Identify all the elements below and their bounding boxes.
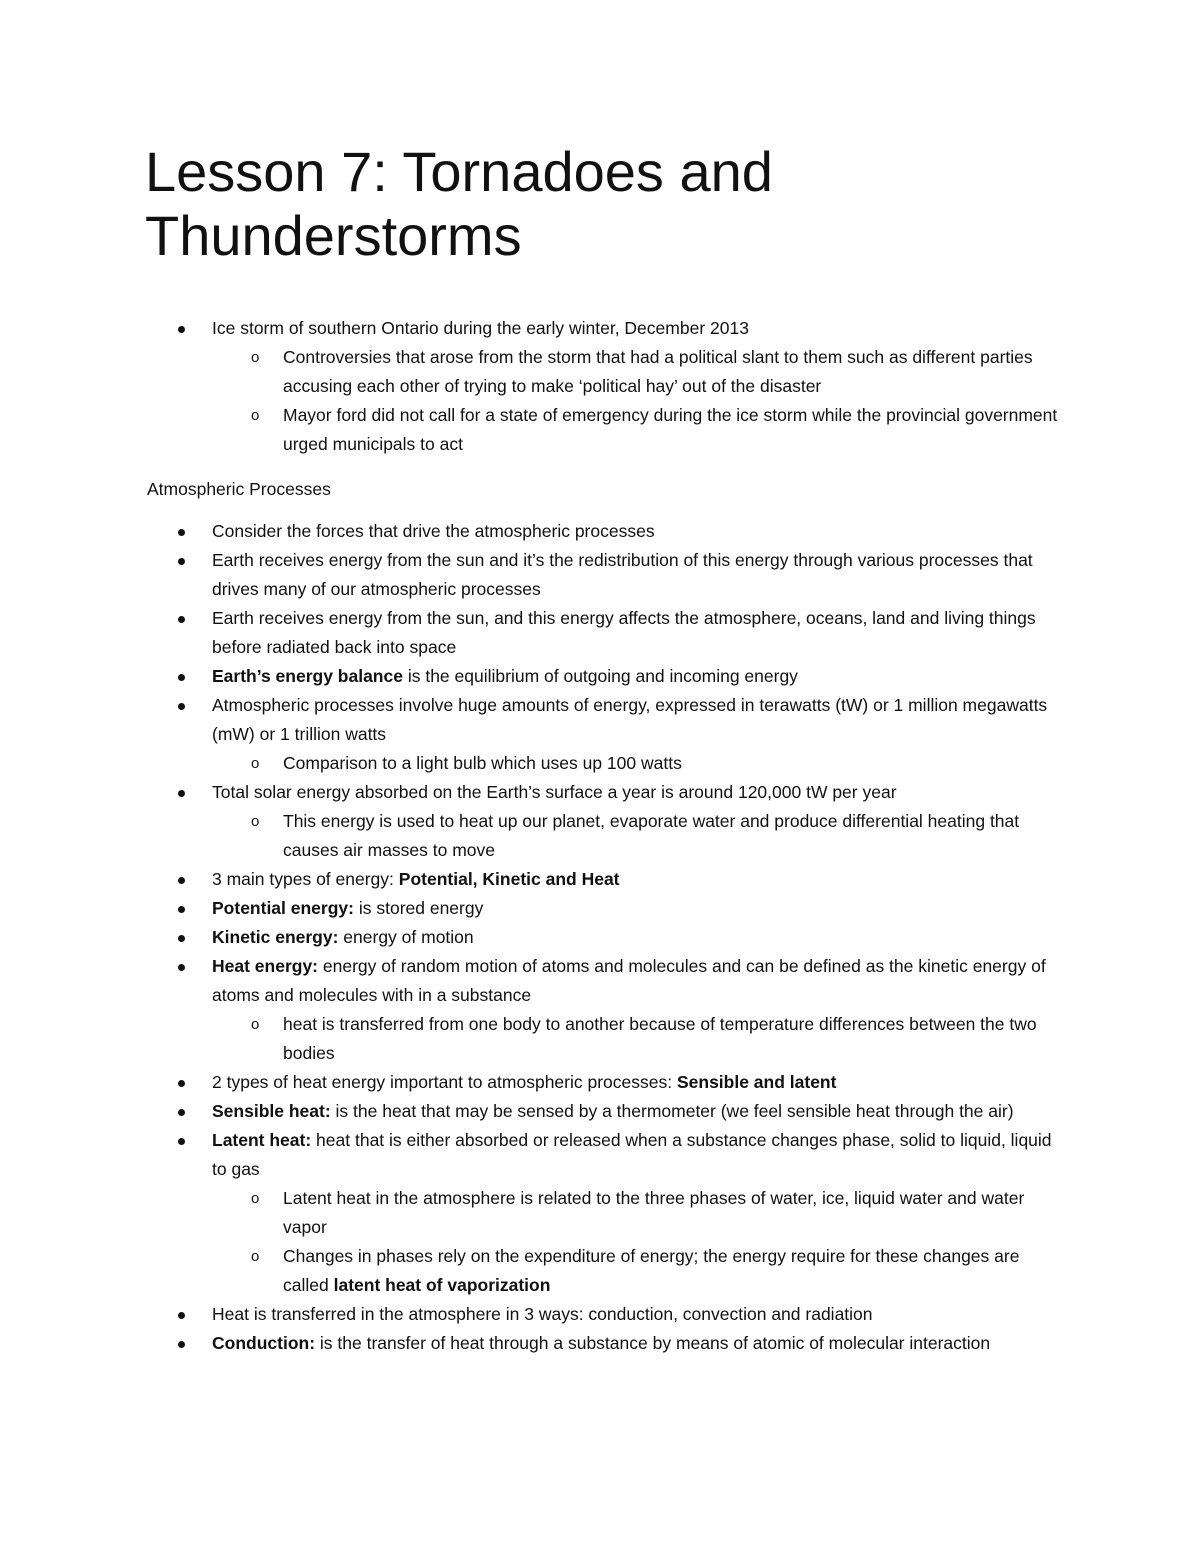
sub-bullet-icon: o (251, 349, 260, 366)
sub-bullet-icon: o (251, 813, 260, 830)
bullet-icon (178, 616, 185, 623)
list-item: Latent heat: heat that is either absorbed or released when a substance changes phase, solid to liquid, liquid to gas (0, 1126, 1062, 1184)
list-item: Heat energy: energy of random motion of atoms and molecules and can be defined as the kinetic energy of atoms and molecules with in a substance (0, 952, 1062, 1010)
sub-list-item: o Latent heat in the atmosphere is related to the three phases of water, ice, liquid water and water vapor (251, 1188, 1025, 1237)
list-item: Ice storm of southern Ontario during the early winter, December 2013 (0, 314, 1062, 343)
bullet-icon (178, 674, 185, 681)
sub-bullet-icon: o (251, 407, 260, 424)
bullet-icon (178, 1080, 185, 1087)
list-item: Consider the forces that drive the atmospheric processes (0, 517, 1062, 546)
bullet-icon (178, 558, 185, 565)
sub-list-item: o Mayor ford did not call for a state of emergency during the ice storm while the provincial government urged municipals to act (251, 405, 1058, 454)
sub-list-item: o Controversies that arose from the storm that had a political slant to them such as different parties accusing each other of trying to make ‘political hay’ out of the disaster (251, 347, 1033, 396)
list-item: 2 types of heat energy important to atmospheric processes: Sensible and latent (0, 1068, 1062, 1097)
list-item: Atmospheric processes involve huge amounts of energy, expressed in terawatts (tW) or 1 million megawatts (mW) or 1 trillion watts (0, 691, 1062, 749)
sub-list-item: o Changes in phases rely on the expenditure of energy; the energy require for these changes are called latent heat of vaporization (251, 1246, 1020, 1295)
sub-list-item: o Comparison to a light bulb which uses up 100 watts (251, 753, 682, 773)
list-item: Earth’s energy balance is the equilibrium of outgoing and incoming energy (0, 662, 1062, 691)
atmospheric-processes-list (0, 517, 1200, 1358)
sub-bullet-icon: o (251, 1190, 260, 1207)
bullet-icon (178, 964, 185, 971)
bullet-icon (178, 1109, 185, 1116)
list-item: Total solar energy absorbed on the Earth’s surface a year is around 120,000 tW per year (0, 778, 1062, 807)
page-title: Lesson 7: Tornadoes and Thunderstorms (145, 140, 773, 267)
sub-list-item: o heat is transferred from one body to another because of temperature differences between the two bodies (251, 1014, 1037, 1063)
bullet-icon (178, 906, 185, 913)
bullet-icon (178, 703, 185, 710)
bullet-icon (178, 1341, 185, 1348)
bullet-icon (178, 529, 185, 536)
sub-bullet-icon: o (251, 1016, 260, 1033)
list-item: Sensible heat: is the heat that may be sensed by a thermometer (we feel sensible heat through the air) (0, 1097, 1062, 1126)
bullet-icon (178, 877, 185, 884)
list-item: 3 main types of energy: Potential, Kinetic and Heat (0, 865, 1062, 894)
bullet-icon (178, 790, 185, 797)
list-item: Conduction: is the transfer of heat through a substance by means of atomic of molecular interaction (0, 1329, 1062, 1358)
bullet-icon (178, 1138, 185, 1145)
section-heading: Atmospheric Processes (147, 479, 331, 499)
sub-bullet-icon: o (251, 755, 260, 772)
list-item: Heat is transferred in the atmosphere in 3 ways: conduction, convection and radiation (0, 1300, 1062, 1329)
list-item: Kinetic energy: energy of motion (0, 923, 1062, 952)
list-item: Earth receives energy from the sun, and this energy affects the atmosphere, oceans, land and living things before radiated back into space (0, 604, 1062, 662)
list-item: Earth receives energy from the sun and it’s the redistribution of this energy through various processes that drives many of our atmospheric processes (0, 546, 1062, 604)
ice-storm-list (0, 314, 1200, 459)
bullet-icon (178, 1312, 185, 1319)
sub-list-item: o This energy is used to heat up our planet, evaporate water and produce differential heating that causes air masses to move (251, 811, 1020, 860)
bullet-icon (178, 326, 185, 333)
bullet-icon (178, 935, 185, 942)
list-item: Potential energy: is stored energy (0, 894, 1062, 923)
sub-bullet-icon: o (251, 1248, 260, 1265)
